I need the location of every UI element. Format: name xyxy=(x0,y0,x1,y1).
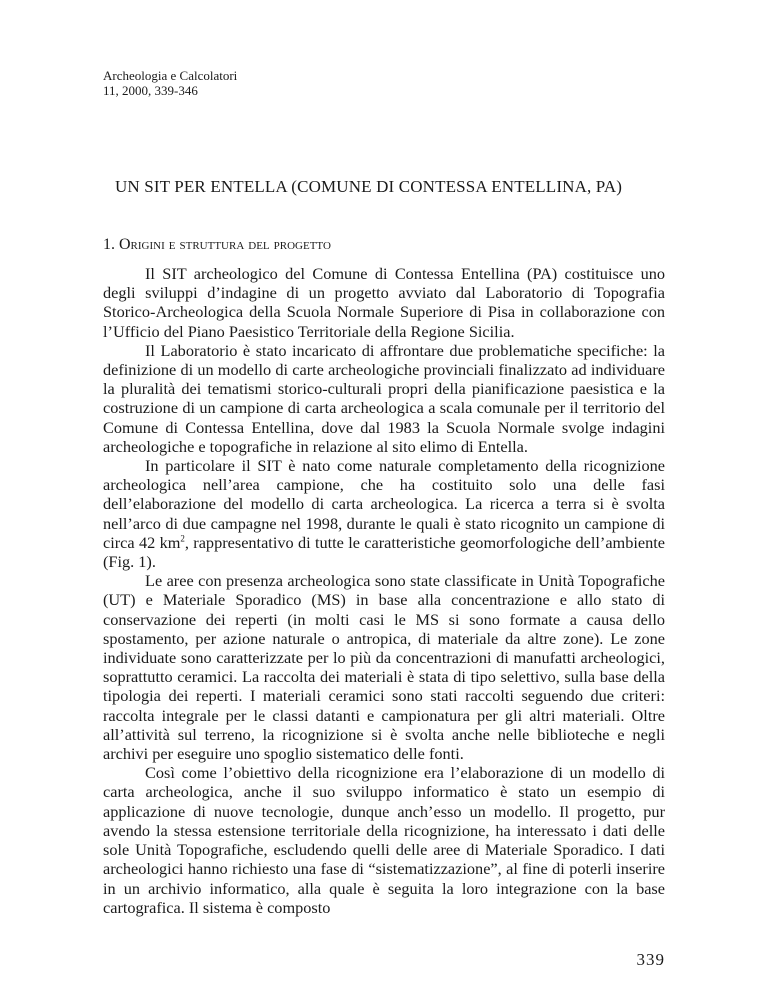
article-title: UN SIT PER ENTELLA (COMUNE DI CONTESSA ENTELLINA, PA) xyxy=(115,177,623,196)
journal-citation: 11, 2000, 339-346 xyxy=(103,83,198,98)
paragraph: Il Laboratorio è stato incaricato di affrontare due problematiche specifiche: la definizione di un modello di carte archeologiche provinciali finalizzato ad individuare la pluralità dei tematismi storico-culturali propri della pianificazione paesistica e la costruzione di un campione di carta archeologica a scala comunale per il territorio del Comune di Contessa Entellina, dove dal 1983 la Scuola Normale svolge indagini archeologiche e topografiche in relazione al sito elimo di Entella. xyxy=(103,340,665,456)
paragraph: Il SIT archeologico del Comune di Contessa Entellina (PA) costituisce uno degli sviluppi d’indagine di un progetto avviato dal Laboratorio di Topografia Storico-Archeologica della Scuola Normale Superiore di Pisa in collaborazione con l’Ufficio del Piano Paesistico Territoriale della Regione Sicilia. xyxy=(103,264,665,341)
running-header xyxy=(103,68,237,98)
paragraph: Così come l’obiettivo della ricognizione era l’elaborazione di un modello di carta archeologica, anche il suo sviluppo informatico è stato un esempio di applicazione di nuove tecnologie, dunque anch’esso un modello. Il progetto, pur avendo la stessa estensione territoriale della ricognizione, ha interessato i dati delle sole Unità Topografiche, escludendo quelli delle aree di Materiale Sporadico. I dati archeologici hanno richiesto una fase di “sistematizzazione”, al fine di poterli inserire in un archivio informatico, alla quale è seguita la loro integrazione con la base cartografica. Il sistema è composto xyxy=(103,763,665,917)
page-number: 339 xyxy=(636,950,665,969)
paragraph-text: , rappresentativo di tutte le caratteristiche geomorfologiche dell’ambiente (Fig. 1). xyxy=(103,532,665,572)
superscript: 2 xyxy=(180,533,185,544)
section-number: 1. xyxy=(103,236,115,253)
journal-name: Archeologia e Calcolatori xyxy=(103,68,238,83)
section-title: Origini e struttura del progetto xyxy=(119,236,331,253)
paragraph: Le aree con presenza archeologica sono state classificate in Unità Topografiche (UT) e Materiale Sporadico (MS) in base alla concentrazione e allo stato di conservazione dei reperti (in molti casi le MS si sono formate a causa dello spostamento, per azione naturale o antropica, di materiale da altre zone). Le zone individuate sono caratterizzate per lo più da concentrazioni di manufatti archeologici, soprattutto ceramici. La raccolta dei materiali è stata di tipo selettivo, sulla base della tipologia dei reperti. I materiali ceramici sono stati raccolti seguendo due criteri: raccolta integrale per le classi datanti e campionatura per gli altri materiali. Oltre all’attività sul terreno, la ricognizione si è svolta anche nelle biblioteche e negli archivi per eseguire uno spoglio sistematico delle fonti. xyxy=(103,571,665,764)
section-heading xyxy=(103,236,331,254)
body-text xyxy=(103,264,665,917)
paragraph xyxy=(103,456,665,571)
paragraph-text: In particolare il SIT è nato come naturale completamento della ricognizione archeologica nell’area campione, che ha costituito solo una delle fasi dell’elaborazione del modello di carta archeologica. La ricerca a terra si è svolta nell’arco di due campagne nel 1998, durante le quali è stato ricognito un campione di circa 42 km xyxy=(103,456,665,552)
